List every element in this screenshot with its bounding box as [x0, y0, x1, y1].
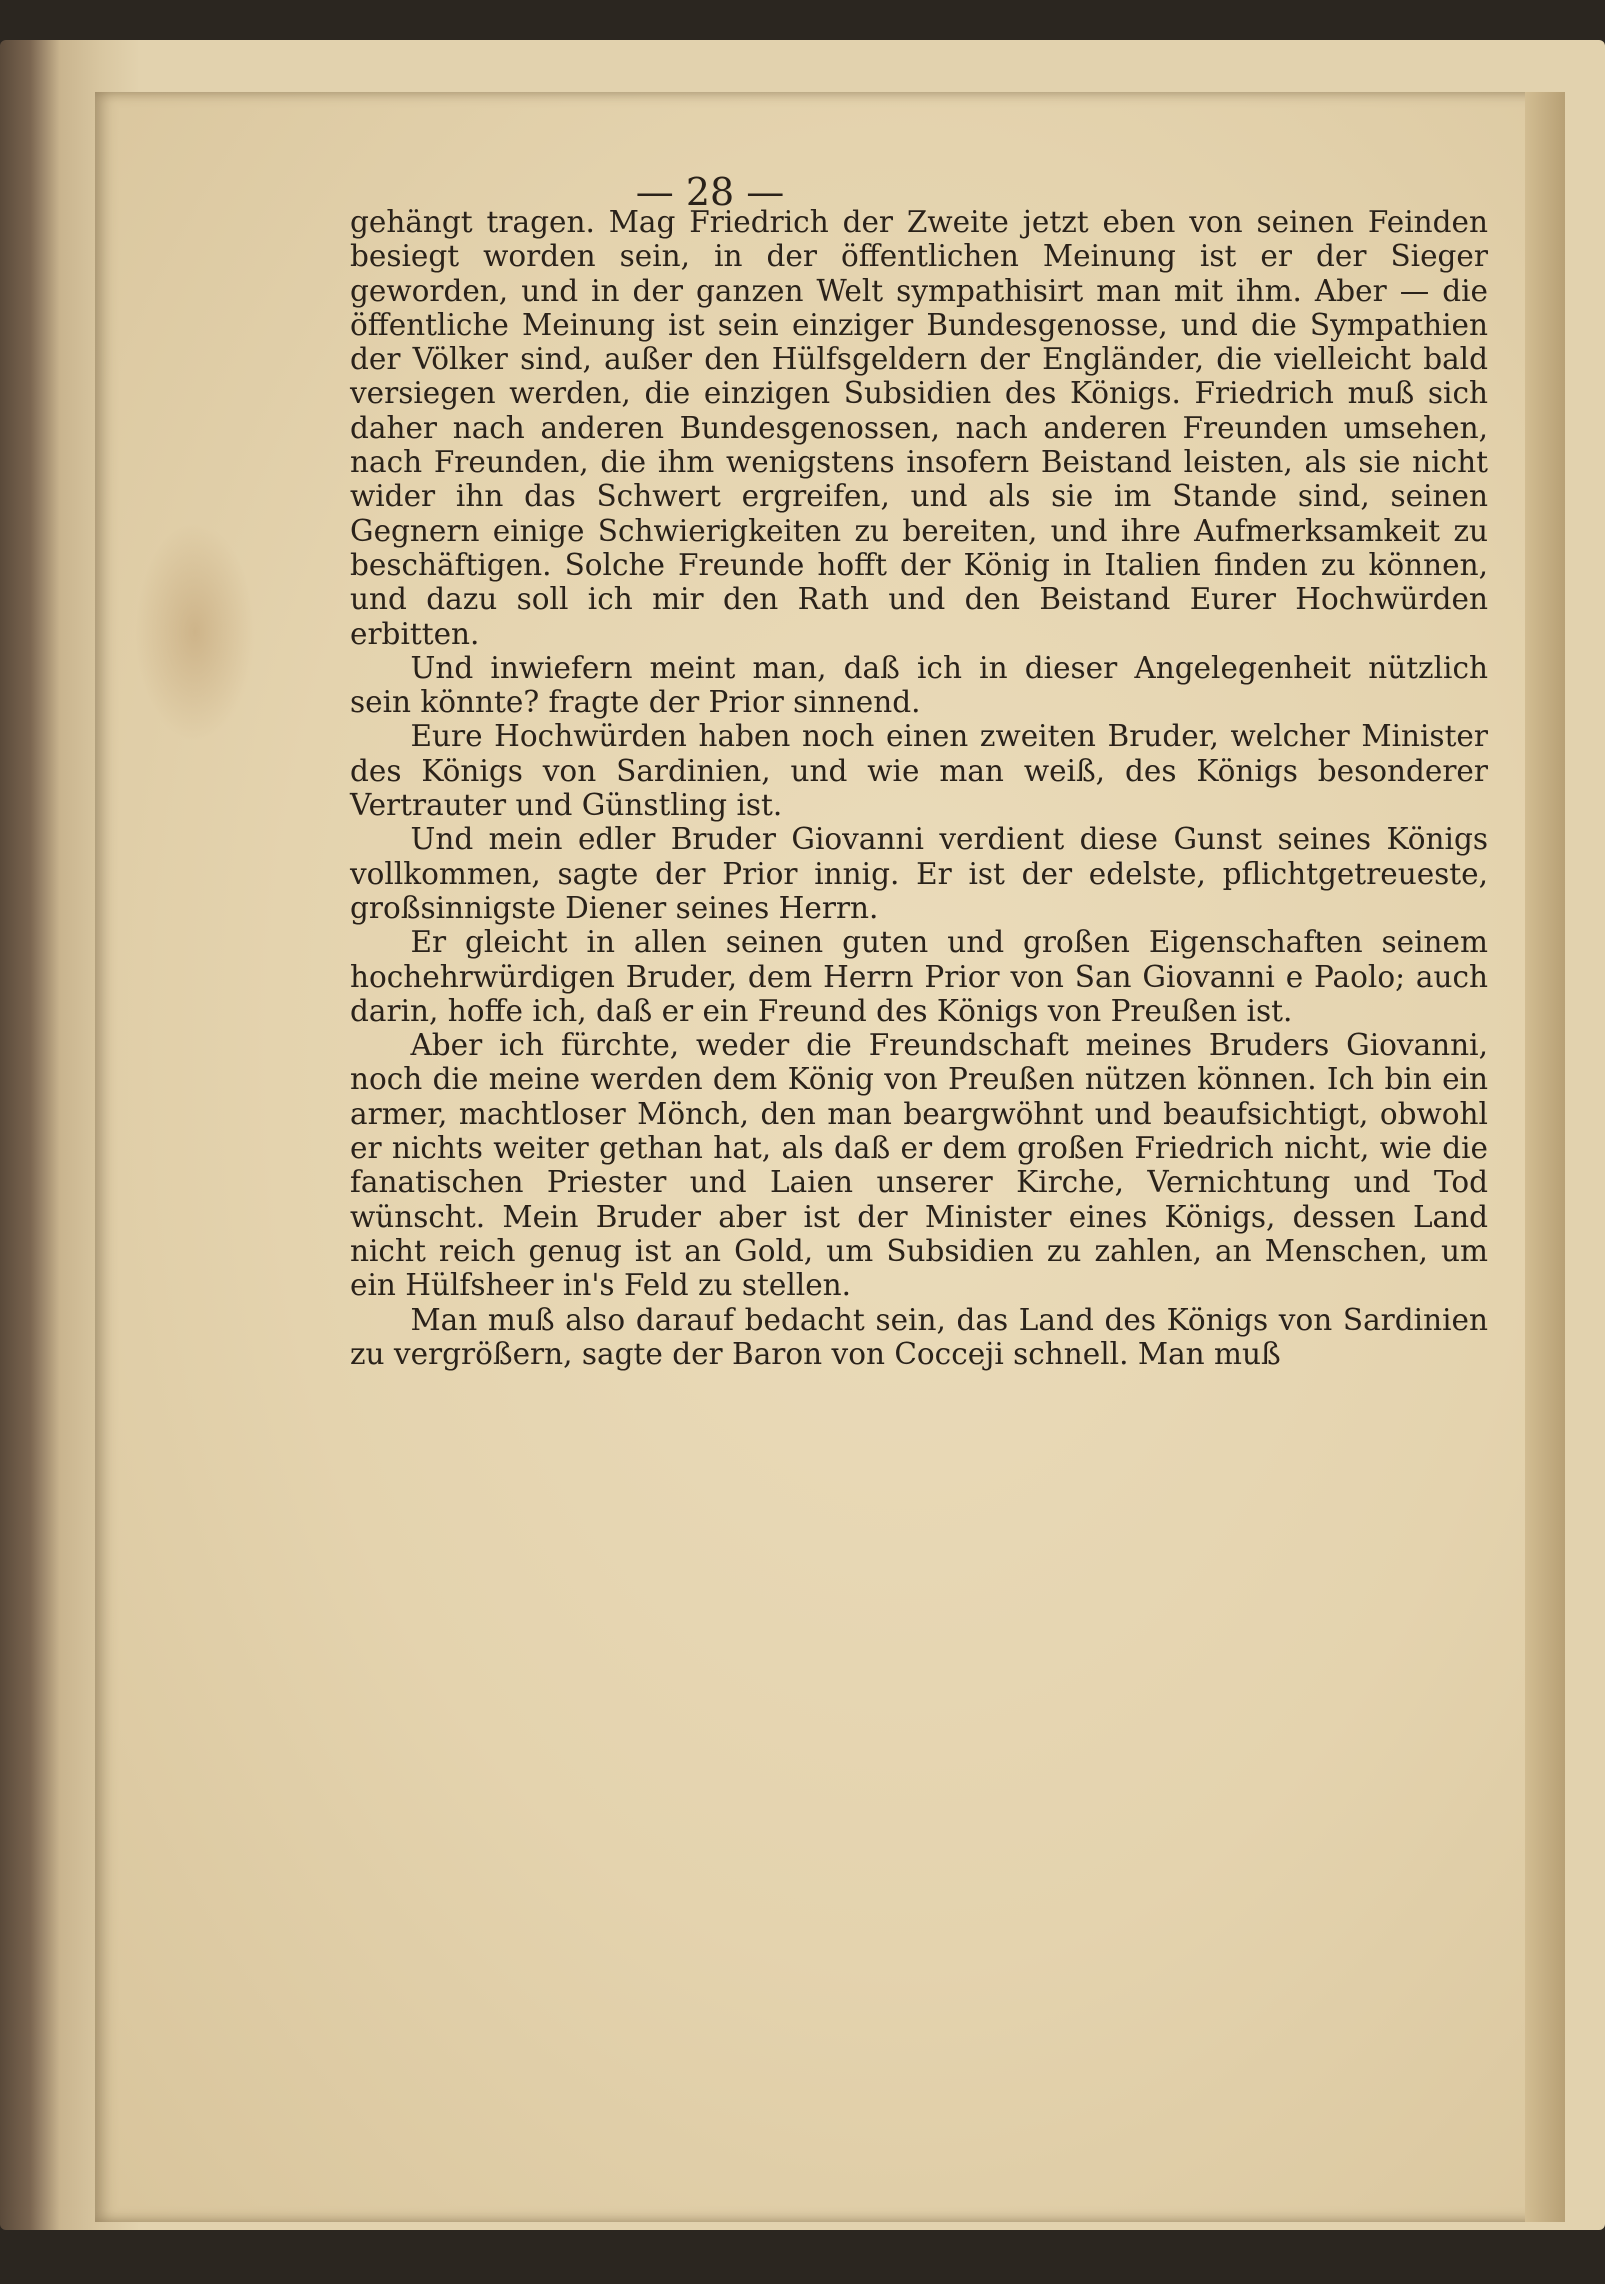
page-number: — 28 —: [635, 170, 785, 214]
paragraph: Eure Hochwürden haben noch einen zweiten Bruder, welcher Minister des Königs von Sardinien, und wie man weiß, des Königs besonderer Vertrauter und Günstling ist.: [350, 719, 1488, 823]
page-stain: [135, 522, 255, 742]
paragraph: Er gleicht in allen seinen guten und großen Eigenschaften seinem hochehrwürdigen Bruder, dem Herrn Prior von San Giovanni e Paolo; auch darin, hoffe ich, daß er ein Freund des Königs von Preußen ist.: [350, 925, 1488, 1028]
paragraph: Man muß also darauf bedacht sein, das Land des Königs von Sardinien zu vergrößern, sagte der Baron von Cocceji schnell. Man muß: [350, 1302, 1488, 1371]
page-edge: [1525, 92, 1565, 2222]
paragraph: gehängt tragen. Mag Friedrich der Zweite jetzt eben von seinen Feinden besiegt worden sein, in der öffentlichen Meinung ist er der Sieger geworden, und in der ganzen Welt sympathisirt man mit ihm. Aber — die öffentliche Meinung ist sein einziger Bundesgenosse, und die Sympathien der Völker sind, außer den Hülfsgeldern der Engländer, die vielleicht bald versiegen werden, die einzigen Subsidien des Königs. Friedrich muß sich daher nach anderen Bundesgenossen, nach anderen Freunden umsehen, nach Freunden, die ihm wenigstens insofern Beistand leisten, als sie nicht wider ihn das Schwert ergreifen, und als sie im Stande sind, seinen Gegnern einige Schwierigkeiten zu bereiten, und ihre Aufmerksamkeit zu beschäftigen. Solche Freunde hofft der König in Italien finden zu können, und dazu soll ich mir den Rath und den Beistand Eurer Hochwürden erbitten.: [350, 205, 1488, 651]
body-text: [350, 205, 1488, 1371]
paragraph: Und mein edler Bruder Giovanni verdient diese Gunst seines Königs vollkommen, sagte der Prior innig. Er ist der edelste, pflichtgetreueste, großsinnigste Diener seines Herrn.: [350, 822, 1488, 925]
paragraph: Aber ich fürchte, weder die Freundschaft meines Bruders Giovanni, noch die meine werden dem König von Preußen nützen können. Ich bin ein armer, machtloser Mönch, den man beargwöhnt und beaufsichtigt, obwohl er nichts weiter gethan hat, als daß er dem großen Friedrich nicht, wie die fanatischen Priester und Laien unserer Kirche, Vernichtung und Tod wünscht. Mein Bruder aber ist der Minister eines Königs, dessen Land nicht reich genug ist an Gold, um Subsidien zu zahlen, an Menschen, um ein Hülfsheer in's Feld zu stellen.: [350, 1028, 1488, 1303]
paragraph: Und inwiefern meint man, daß ich in dieser Angelegenheit nützlich sein könnte? fragte der Prior sinnend.: [350, 650, 1488, 720]
